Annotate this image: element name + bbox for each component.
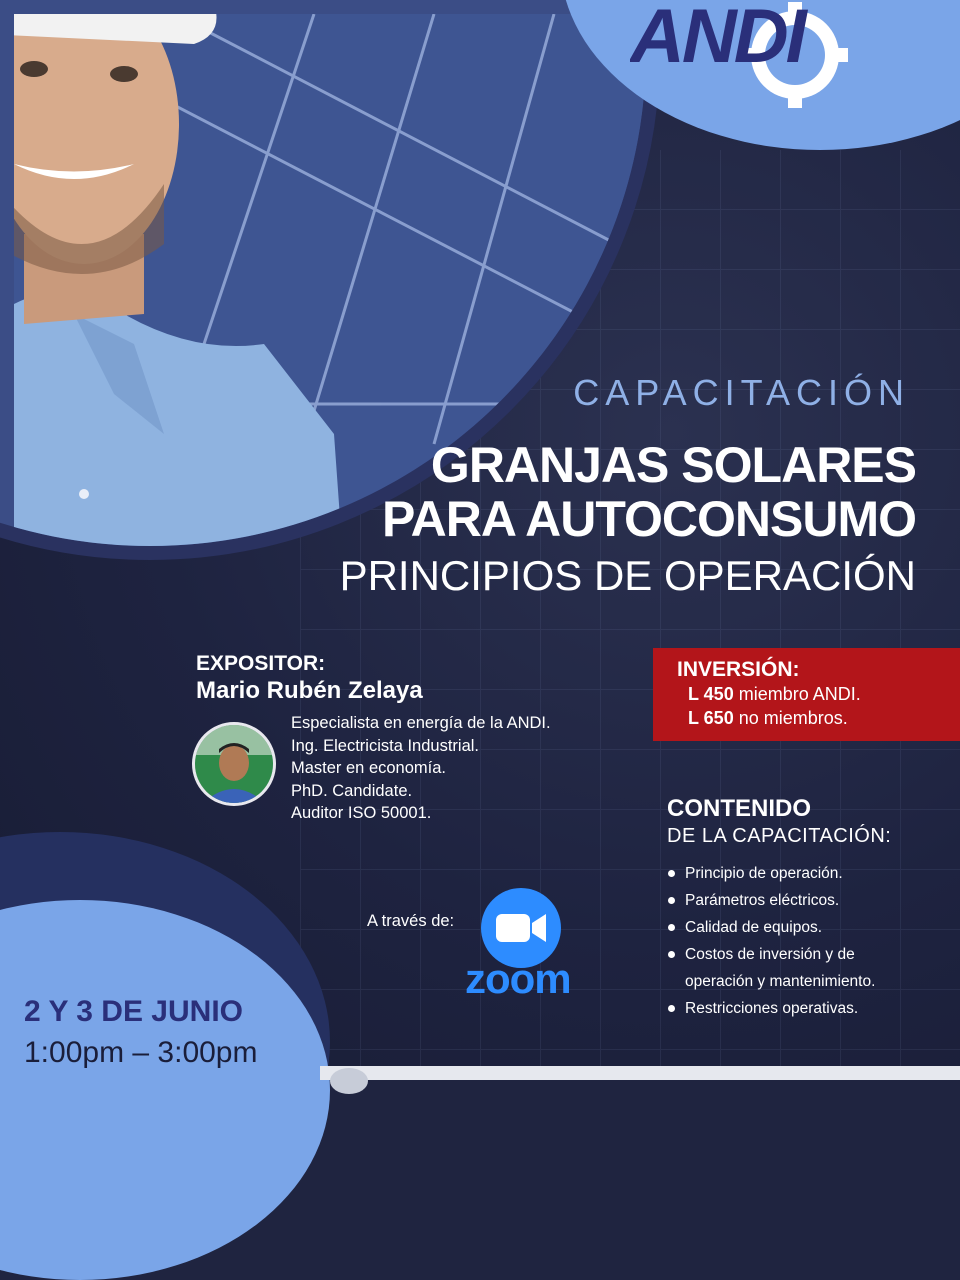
contenido-subheading: DE LA CAPACITACIÓN: — [667, 825, 892, 847]
price-label: miembro ANDI. — [733, 684, 861, 704]
price-label: no miembros. — [733, 708, 848, 728]
list-item: Calidad de equipos. — [667, 914, 875, 941]
strip-dot — [330, 1068, 368, 1094]
expositor-heading: EXPOSITOR: — [196, 652, 326, 675]
price-amount: L 650 — [688, 708, 734, 728]
credential-line: Auditor ISO 50001. — [291, 804, 432, 822]
title-line-2: PARA AUTOCONSUMO — [382, 491, 916, 547]
credential-line: PhD. Candidate. — [291, 781, 413, 800]
price-amount: L 450 — [688, 684, 734, 704]
contenido-heading: CONTENIDO — [667, 795, 811, 822]
eyebrow-label: CAPACITACIÓN — [573, 372, 910, 413]
price-line-nonmembers — [688, 708, 848, 729]
event-time: 1:00pm – 3:00pm — [24, 1036, 258, 1069]
credential-line: Master en economía. — [291, 759, 446, 777]
list-item: Principio de operación. — [667, 860, 875, 887]
list-item-continuation: operación y mantenimiento. — [685, 973, 876, 990]
credential-line: Especialista en energía de la ANDI. — [291, 714, 551, 732]
title-line-1: GRANJAS SOLARES — [430, 437, 916, 493]
credential-line: Ing. Electricista Industrial. — [291, 736, 479, 755]
subtitle: PRINCIPIOS DE OPERACIÓN — [339, 552, 916, 599]
avatar — [192, 722, 276, 806]
bottom-strip — [320, 1066, 960, 1080]
logo-text: ANDI — [630, 0, 804, 79]
contenido-list — [667, 860, 875, 1022]
list-item: Restricciones operativas. — [667, 995, 875, 1022]
inversion-heading: INVERSIÓN: — [677, 658, 800, 681]
list-item: Parámetros eléctricos. — [667, 887, 875, 914]
andi-logo — [630, 0, 880, 110]
list-item: Costos de inversión y de — [667, 941, 875, 968]
inversion-box — [653, 648, 960, 741]
price-line-members — [688, 684, 861, 705]
event-date: 2 Y 3 DE JUNIO — [24, 995, 243, 1028]
platform-label: A través de: — [367, 912, 455, 930]
expositor-name: Mario Rubén Zelaya — [196, 677, 423, 704]
expositor-credentials — [291, 712, 551, 825]
zoom-wordmark: zoom — [465, 955, 571, 1002]
